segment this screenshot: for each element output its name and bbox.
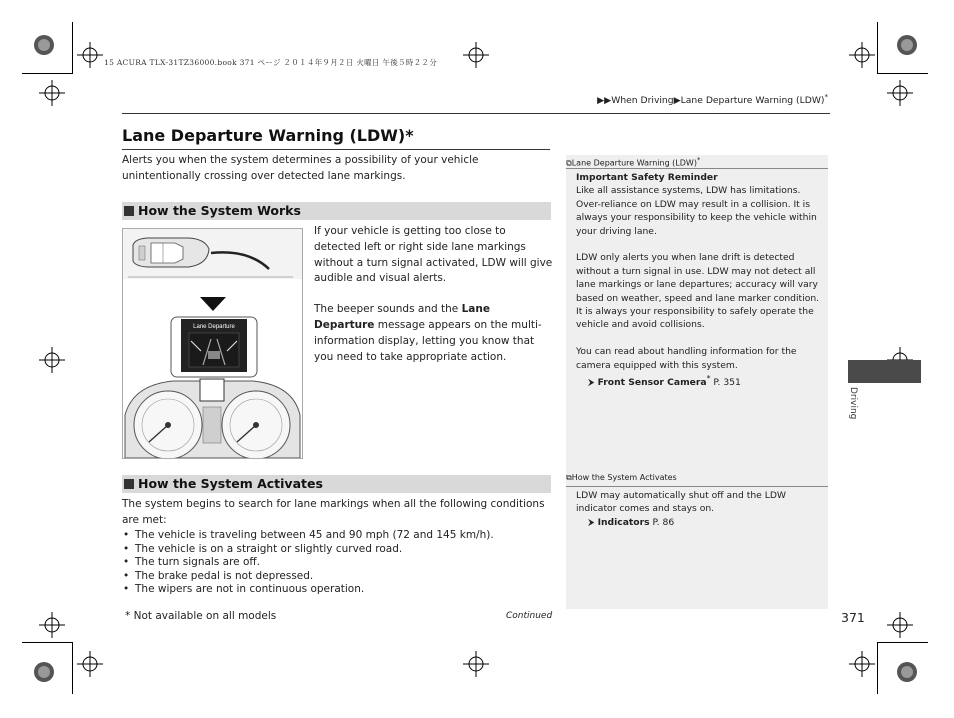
page-number: 371 [841, 610, 865, 625]
works-paragraph-2-bold: Lane Departure [314, 303, 490, 331]
continued-label: Continued [506, 611, 553, 621]
front-sensor-camera-page: P. 351 [710, 377, 741, 389]
chapter-tab[interactable] [848, 360, 921, 383]
car-top-view-icon [133, 238, 209, 267]
down-arrow-icon [200, 297, 226, 311]
section-heading-activates-text: How the System Activates [138, 476, 323, 491]
sidebar-activates-rule [566, 486, 828, 487]
sidebar-ldw-p3: You can read about handling information for the camera equipped with this system. [576, 346, 797, 371]
list-item: • The vehicle is on a straight or slightly curved road. [122, 543, 552, 557]
activates-intro: The system begins to search for lane markings when all the following conditions are met: [122, 498, 545, 526]
page-title [122, 126, 414, 145]
reference-arrow-icon: ⮞ [588, 377, 595, 389]
tachometer-gauge [222, 391, 290, 458]
intro-paragraph: Alerts you when the system determines a possibility of your vehicle unintentionally crossing over detected lane markings. [122, 154, 479, 182]
footnote: * Not available on all models [125, 610, 277, 622]
indicators-link-text: Indicators [597, 516, 650, 528]
safety-reminder-title: Important Safety Reminder [576, 172, 718, 183]
indicators-link[interactable] [576, 516, 821, 529]
front-sensor-camera-link-text: Front Sensor Camera [597, 377, 707, 389]
sidebar-activates-text [576, 489, 821, 529]
sidebar-ldw-heading-text: Lane Departure Warning (LDW) [571, 158, 697, 168]
ldw-diagram-svg [123, 229, 302, 458]
note-icon: ⧉ [566, 473, 572, 482]
works-text [314, 224, 554, 380]
list-item: • The turn signals are off. [122, 556, 552, 570]
indicators-page: P. 86 [649, 516, 675, 528]
breadcrumb-arrows: ▶▶ [597, 95, 612, 107]
front-sensor-camera-star: * [706, 374, 711, 384]
works-paragraph-2 [314, 302, 554, 365]
sidebar-ldw-heading-star: * [696, 156, 701, 164]
sidebar-ldw-heading [566, 156, 700, 169]
breadcrumb-separator: ▶ [673, 95, 681, 107]
display-label: Lane Departure [193, 324, 235, 330]
breadcrumb [597, 93, 828, 106]
header-rule [122, 113, 830, 114]
chapter-tab-label: Driving [848, 387, 858, 420]
section-heading-activates [122, 475, 551, 493]
breadcrumb-star: * [824, 93, 828, 101]
section-square-icon [124, 206, 134, 216]
sidebar-ldw-text [576, 171, 821, 390]
sidebar-activates-heading [566, 473, 677, 483]
print-header: 15 ACURA TLX-31TZ36000.book 371 ページ ２０１４年９月２日 火曜日 午後５時２２分 [104, 58, 437, 67]
list-item: • The brake pedal is not depressed. [122, 570, 552, 584]
sidebar-ldw-p2: LDW only alerts you when lane drift is detected without a turn signal in use. LDW may not detect all lane markings or lane departures; accuracy will vary based on weather, speed and lane marker condition. It is always your responsibility to safely operate the vehicle and avoid collisions. [576, 252, 820, 331]
speedometer-gauge [134, 391, 202, 458]
sidebar-ldw-p1: Like all assistance systems, LDW has limitations. Over-reliance on LDW may result in a collision. It is always your responsibility to keep the vehicle within your driving lane. [576, 185, 817, 237]
list-item: • The wipers are not in continuous operation. [122, 583, 552, 597]
section-square-icon [124, 479, 134, 489]
sidebar-activates-p1: LDW may automatically shut off and the LDW indicator comes and stays on. [576, 490, 786, 515]
page-title-star: * [405, 126, 414, 145]
list-item: • The vehicle is traveling between 45 and 90 mph (72 and 145 km/h). [122, 529, 552, 543]
breadcrumb-item-when-driving[interactable]: When Driving [611, 95, 674, 107]
breadcrumb-item-ldw[interactable]: Lane Departure Warning (LDW) [680, 95, 825, 107]
front-sensor-camera-link[interactable] [576, 372, 821, 389]
section-heading-works-text: How the System Works [138, 203, 301, 218]
ldw-illustration [122, 228, 303, 459]
works-paragraph-2-pre: The beeper sounds and the [314, 303, 462, 316]
works-paragraph-1: If your vehicle is getting too close to detected left or right side lane markings without a turn signal activated, LDW will give audible and visual alerts. [314, 225, 553, 285]
works-paragraph-2-post: message appears on the multi-information display, letting you know that you need to take appropriate action. [314, 318, 542, 363]
note-icon: ⧉ [566, 158, 572, 168]
section-heading-works [122, 202, 551, 220]
sidebar-ldw-rule [566, 168, 828, 169]
activation-conditions-list [122, 529, 552, 597]
page-title-text: Lane Departure Warning (LDW) [122, 126, 406, 145]
sidebar-activates-heading-text: How the System Activates [571, 473, 677, 482]
reference-arrow-icon: ⮞ [588, 516, 595, 528]
title-rule [122, 149, 550, 150]
